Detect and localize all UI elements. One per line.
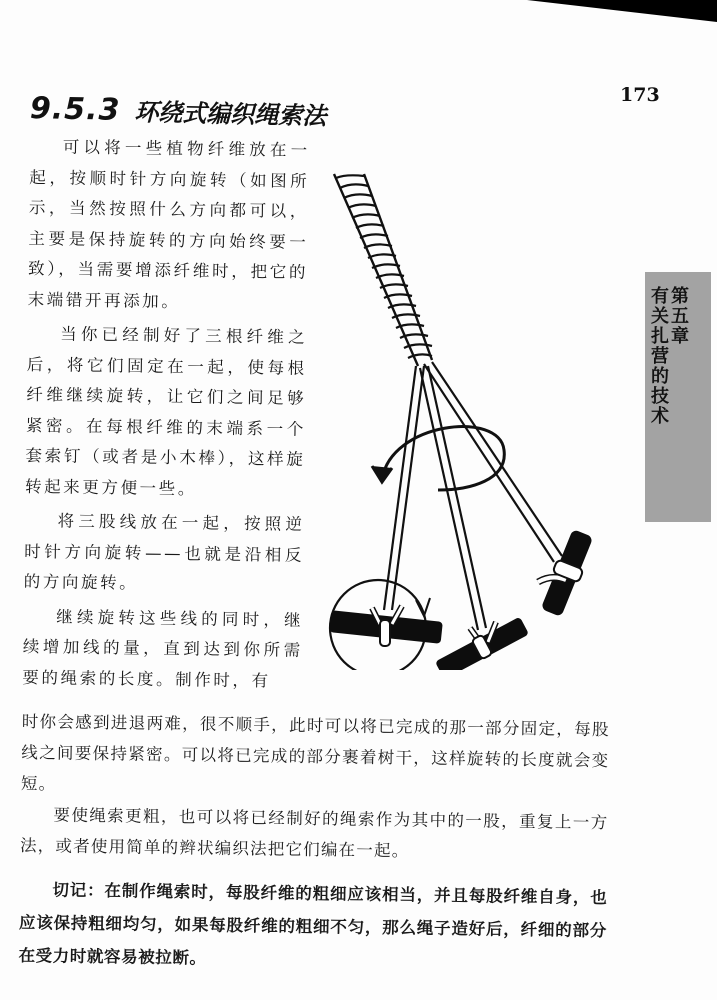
strands-icon: [384, 362, 562, 630]
twisted-rope-icon: [334, 174, 432, 366]
paragraph: 继续旋转这些线的同时，继续增加线的量，直到达到你所需要的绳索的长度。制作时，有: [22, 606, 304, 690]
left-column-text: [22, 132, 310, 697]
paragraph: 要使绳索更粗，也可以将已经制好的绳索作为其中的一股，重复上一方法，或者使用简单的辫状编织法把它们编在一起。: [19, 805, 609, 861]
paragraph: 当你已经制好了三根纤维之后，将它们固定在一起，使每根纤维继续旋转，让它们之间足够紧密。在每根纤维的末端系一个套索钉（或者是小木棒），这样旋转起来更方便一些。: [24, 324, 308, 498]
full-width-text: [18, 706, 610, 980]
toggle-stick-middle-icon: [435, 617, 529, 670]
section-heading: [30, 90, 327, 132]
rotation-arrow-ccw-icon: [372, 427, 504, 490]
page-number: 173: [620, 84, 660, 106]
paragraph: 将三股线放在一起，按照逆时针方向旋转——也就是沿相反的方向旋转。: [23, 511, 305, 593]
rope-twisting-illustration: [320, 150, 620, 670]
chapter-tab: [645, 272, 711, 522]
section-title: 环绕式编织绳索法: [134, 98, 327, 131]
caution-note: 切记：在制作绳索时，每股纤维的粗细应该相当，并且每股纤维自身，也应该保持粗细均匀，如果每股纤维的粗细不匀，那么绳子造好后，纤细的部分在受力时就容易被拉断。: [18, 880, 608, 968]
paragraph-continued: 时你会感到进退两难，很不顺手，此时可以将已完成的那一部分固定，每股线之间要保持紧密。可以将已完成的部分裹着树干，这样旋转的长度就会变短。: [20, 711, 610, 794]
toggle-stick-right-icon: [538, 529, 593, 617]
paragraph: 可以将一些植物纤维放在一起，按顺时针方向旋转（如图所示，当然按照什么方向都可以，主要是保持旋转的方向始终要一致），当需要增添纤维时，把它的末端错开再添加。: [27, 137, 310, 311]
chapter-tab-label: [648, 286, 689, 426]
page-corner-shadow: [527, 0, 717, 22]
chapter-number: 第五章: [668, 286, 689, 346]
chapter-title: 有关扎营的技术: [648, 286, 669, 426]
section-number: 9.5.3: [29, 91, 121, 128]
